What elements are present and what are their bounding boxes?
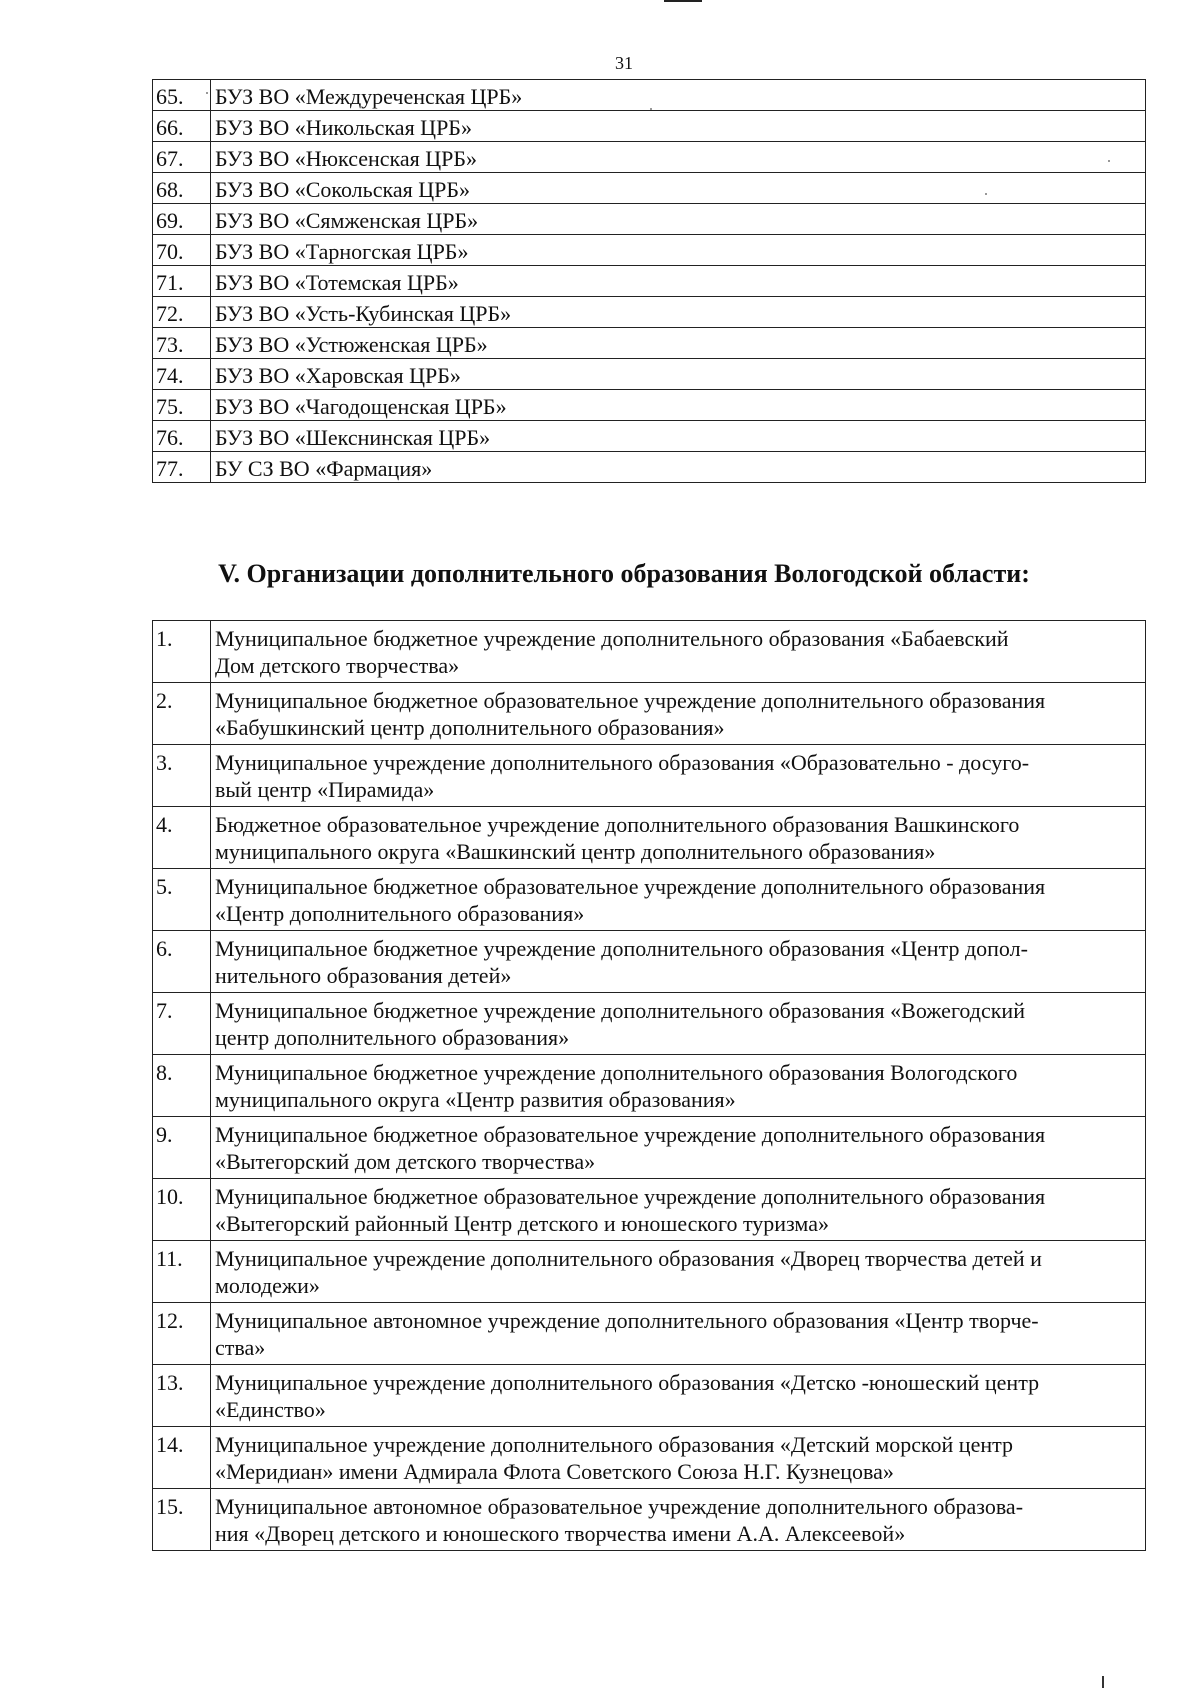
organization-name-line: «Вытегорский районный Центр детского и юношеского туризма» — [215, 1211, 829, 1236]
row-number: 13. — [153, 1365, 211, 1427]
table-row — [153, 1427, 1146, 1489]
organization-name — [211, 1303, 1146, 1365]
organization-name — [211, 1117, 1146, 1179]
table-row — [153, 359, 1146, 390]
table-row — [153, 111, 1146, 142]
table-row — [153, 621, 1146, 683]
row-number: 9. — [153, 1117, 211, 1179]
table-row — [153, 421, 1146, 452]
scan-speck — [1108, 160, 1110, 162]
organization-name: БУЗ ВО «Нюксенская ЦРБ» — [211, 142, 1146, 173]
page-number: 31 — [615, 53, 633, 73]
organization-name-line: ния «Дворец детского и юношеского творчества имени А.А. Алексеевой» — [215, 1521, 906, 1546]
organization-name: БУЗ ВО «Никольская ЦРБ» — [211, 111, 1146, 142]
scan-bottom-mark — [1102, 1676, 1104, 1688]
table-row — [153, 452, 1146, 483]
table-row — [153, 1179, 1146, 1241]
row-number: 69. — [153, 204, 211, 235]
table-row — [153, 297, 1146, 328]
organization-name — [211, 745, 1146, 807]
row-number: 15. — [153, 1489, 211, 1551]
organization-name-line: муниципального округа «Вашкинский центр дополнительного образования» — [215, 839, 936, 864]
organization-name-line: вый центр «Пирамида» — [215, 777, 435, 802]
row-number: 12. — [153, 1303, 211, 1365]
organization-name — [211, 683, 1146, 745]
row-number: 77. — [153, 452, 211, 483]
organization-name — [211, 1179, 1146, 1241]
education-organizations-table — [152, 620, 1146, 1551]
organization-name: БУЗ ВО «Сямженская ЦРБ» — [211, 204, 1146, 235]
education-organizations-table-body — [153, 621, 1146, 1551]
organization-name: БУЗ ВО «Междуреченская ЦРБ» — [211, 80, 1146, 111]
organization-name-line: «Бабушкинский центр дополнительного образования» — [215, 715, 725, 740]
organization-name-line: Муниципальное бюджетное учреждение дополнительного образования «Бабаевский — [215, 626, 1009, 651]
organization-name: БУЗ ВО «Шекснинская ЦРБ» — [211, 421, 1146, 452]
hospitals-table-body — [153, 80, 1146, 483]
row-number: 1. — [153, 621, 211, 683]
organization-name-line: Муниципальное автономное учреждение дополнительного образования «Центр творче- — [215, 1308, 1039, 1333]
organization-name-line: Муниципальное учреждение дополнительного образования «Детский морской центр — [215, 1432, 1013, 1457]
row-number: 72. — [153, 297, 211, 328]
scan-speck — [206, 92, 208, 94]
row-number: 75. — [153, 390, 211, 421]
organization-name — [211, 807, 1146, 869]
organization-name — [211, 1489, 1146, 1551]
table-row — [153, 931, 1146, 993]
row-number: 65. — [153, 80, 211, 111]
table-row — [153, 80, 1146, 111]
organization-name: БУЗ ВО «Сокольская ЦРБ» — [211, 173, 1146, 204]
hospitals-table — [152, 79, 1146, 483]
table-row — [153, 173, 1146, 204]
organization-name-line: Муниципальное учреждение дополнительного образования «Детско -юношеский центр — [215, 1370, 1040, 1395]
scan-speck — [650, 108, 652, 110]
row-number: 71. — [153, 266, 211, 297]
row-number: 4. — [153, 807, 211, 869]
table-row — [153, 1489, 1146, 1551]
organization-name: БУЗ ВО «Тарногская ЦРБ» — [211, 235, 1146, 266]
organization-name — [211, 1055, 1146, 1117]
table-row — [153, 1303, 1146, 1365]
table-row — [153, 745, 1146, 807]
organization-name-line: Муниципальное бюджетное учреждение дополнительного образования «Вожегодский — [215, 998, 1025, 1023]
organization-name-line: «Вытегорский дом детского творчества» — [215, 1149, 596, 1174]
table-row — [153, 1241, 1146, 1303]
table-row — [153, 683, 1146, 745]
organization-name — [211, 869, 1146, 931]
organization-name-line: Муниципальное автономное образовательное учреждение дополнительного образова- — [215, 1494, 1024, 1519]
organization-name — [211, 931, 1146, 993]
organization-name-line: молодежи» — [215, 1273, 320, 1298]
row-number: 5. — [153, 869, 211, 931]
organization-name-line: «Центр дополнительного образования» — [215, 901, 585, 926]
organization-name: БУЗ ВО «Харовская ЦРБ» — [211, 359, 1146, 390]
row-number: 67. — [153, 142, 211, 173]
organization-name-line: Муниципальное учреждение дополнительного образования «Дворец творчества детей и — [215, 1246, 1042, 1271]
scan-top-mark — [664, 0, 702, 2]
table-row — [153, 235, 1146, 266]
organization-name-line: нительного образования детей» — [215, 963, 512, 988]
row-number: 10. — [153, 1179, 211, 1241]
organization-name-line: Муниципальное бюджетное учреждение дополнительного образования «Центр допол- — [215, 936, 1028, 961]
organization-name-line: Муниципальное бюджетное учреждение дополнительного образования Вологодского — [215, 1060, 1018, 1085]
table-row — [153, 1117, 1146, 1179]
table-row — [153, 869, 1146, 931]
table-row — [153, 390, 1146, 421]
row-number: 70. — [153, 235, 211, 266]
row-number: 74. — [153, 359, 211, 390]
organization-name-line: Муниципальное бюджетное образовательное учреждение дополнительного образования — [215, 1122, 1046, 1147]
organization-name — [211, 621, 1146, 683]
row-number: 76. — [153, 421, 211, 452]
table-row — [153, 266, 1146, 297]
organization-name: БУЗ ВО «Тотемская ЦРБ» — [211, 266, 1146, 297]
row-number: 6. — [153, 931, 211, 993]
section-heading: V. Организации дополнительного образования Вологодской области: — [218, 559, 1030, 588]
table-row — [153, 328, 1146, 359]
organization-name: БУЗ ВО «Усть-Кубинская ЦРБ» — [211, 297, 1146, 328]
row-number: 2. — [153, 683, 211, 745]
organization-name-line: «Единство» — [215, 1397, 326, 1422]
organization-name-line: центр дополнительного образования» — [215, 1025, 570, 1050]
organization-name: БУЗ ВО «Устюженская ЦРБ» — [211, 328, 1146, 359]
table-row — [153, 142, 1146, 173]
organization-name-line: Муниципальное бюджетное образовательное учреждение дополнительного образования — [215, 688, 1046, 713]
organization-name — [211, 1241, 1146, 1303]
organization-name: БУ СЗ ВО «Фармация» — [211, 452, 1146, 483]
organization-name — [211, 993, 1146, 1055]
row-number: 3. — [153, 745, 211, 807]
organization-name-line: «Меридиан» имени Адмирала Флота Советского Союза Н.Г. Кузнецова» — [215, 1459, 894, 1484]
organization-name-line: Муниципальное учреждение дополнительного образования «Образовательно - досуго- — [215, 750, 1030, 775]
table-row — [153, 1365, 1146, 1427]
organization-name-line: муниципального округа «Центр развития образования» — [215, 1087, 736, 1112]
organization-name-line: Бюджетное образовательное учреждение дополнительного образования Вашкинского — [215, 812, 1020, 837]
table-row — [153, 993, 1146, 1055]
organization-name-line: ства» — [215, 1335, 266, 1360]
row-number: 66. — [153, 111, 211, 142]
organization-name-line: Дом детского творчества» — [215, 653, 460, 678]
scan-speck — [985, 193, 987, 195]
row-number: 7. — [153, 993, 211, 1055]
organization-name: БУЗ ВО «Чагодощенская ЦРБ» — [211, 390, 1146, 421]
row-number: 14. — [153, 1427, 211, 1489]
table-row — [153, 807, 1146, 869]
table-row — [153, 1055, 1146, 1117]
organization-name-line: Муниципальное бюджетное образовательное учреждение дополнительного образования — [215, 874, 1046, 899]
organization-name — [211, 1365, 1146, 1427]
row-number: 68. — [153, 173, 211, 204]
table-row — [153, 204, 1146, 235]
organization-name — [211, 1427, 1146, 1489]
row-number: 73. — [153, 328, 211, 359]
organization-name-line: Муниципальное бюджетное образовательное учреждение дополнительного образования — [215, 1184, 1046, 1209]
row-number: 8. — [153, 1055, 211, 1117]
row-number: 11. — [153, 1241, 211, 1303]
